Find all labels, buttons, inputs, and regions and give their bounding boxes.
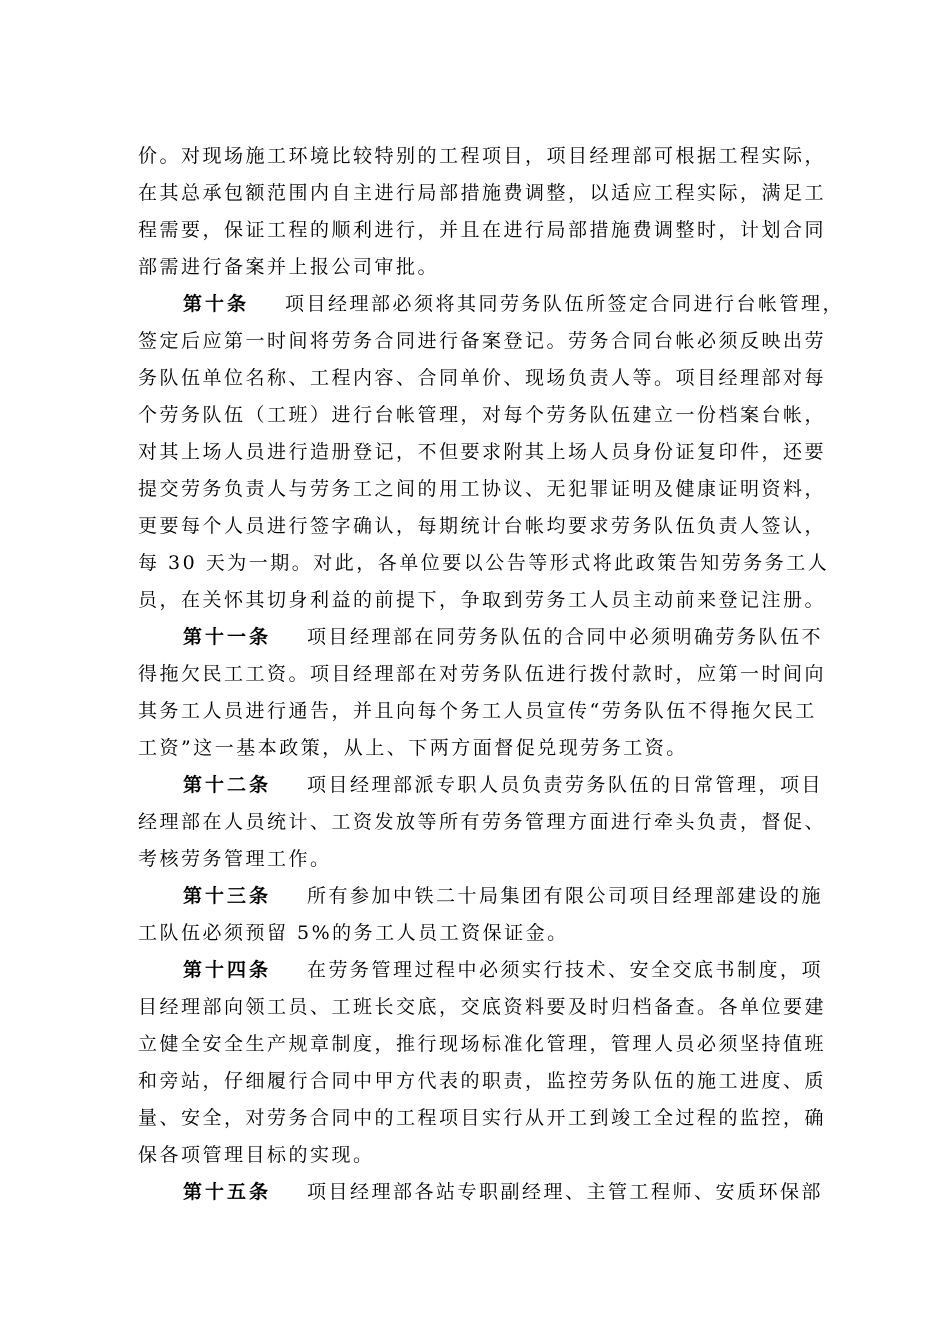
text-line: 经理部在人员统计、工资发放等所有劳务管理方面进行牵头负责，督促、 xyxy=(138,811,827,833)
article-12-text: 项目经理部派专职人员负责劳务队伍的日常管理，项目 xyxy=(307,774,824,796)
text-line: 价。对现场施工环境比较特别的工程项目，项目经理部可根据工程实际， xyxy=(138,145,827,167)
text-line: 提交劳务负责人与劳务工之间的用工协议、无犯罪证明及健康证明资料， xyxy=(138,478,827,500)
article-15-first-line xyxy=(183,1174,858,1210)
text-line: 得拖欠民工工资。项目经理部在对劳务队伍进行拨付款时，应第一时间向 xyxy=(138,663,827,685)
text-line: 对其上场人员进行造册登记，不但要求附其上场人员身份证复印件，还要 xyxy=(138,441,827,463)
article-12-first-line xyxy=(183,767,858,803)
text-line: 程需要，保证工程的顺利进行，并且在进行局部措施费调整时，计划合同 xyxy=(138,219,827,241)
text-line: 个劳务队伍（工班）进行台帐管理，对每个劳务队伍建立一份档案台帐， xyxy=(138,404,827,426)
text-line: 和旁站，仔细履行合同中甲方代表的职责，监控劳务队伍的施工进度、质 xyxy=(138,1070,827,1092)
text-line: 量、安全，对劳务合同中的工程项目实行从开工到竣工全过程的监控，确 xyxy=(138,1107,827,1129)
text-line: 员，在关怀其切身利益的前提下，争取到劳务工人员主动前来登记注册。 xyxy=(138,589,827,611)
text-line: 部需进行备案并上报公司审批。 xyxy=(138,256,440,278)
article-15-text: 项目经理部各站专职副经理、主管工程师、安质环保部 xyxy=(307,1181,824,1203)
text-line: 更要每个人员进行签字确认，每期统计台帐均要求劳务队伍负责人签认， xyxy=(138,515,827,537)
article-11-first-line xyxy=(183,619,858,655)
article-10-text: 项目经理部必须将其同劳务队伍所签定合同进行台帐管理， xyxy=(285,293,845,315)
text-line: 每 30 天为一期。对此，各单位要以公告等形式将此政策告知劳务务工人 xyxy=(138,552,830,574)
article-13-first-line xyxy=(183,878,858,914)
article-12-title: 第十二条 xyxy=(183,774,272,796)
text-line: 在其总承包额范围内自主进行局部措施费调整，以适应工程实际，满足工 xyxy=(138,182,827,204)
text-line: 签定后应第一时间将劳务合同进行备案登记。劳务合同台帐必须反映出劳 xyxy=(138,330,827,352)
article-10-first-line xyxy=(183,286,858,322)
article-13-title: 第十三条 xyxy=(183,885,272,907)
article-14-title: 第十四条 xyxy=(183,959,272,981)
text-line: 工队伍必须预留 5%的务工人员工资保证金。 xyxy=(138,922,569,944)
text-line: 其务工人员进行通告，并且向每个务工人员宣传“劳务队伍不得拖欠民工 xyxy=(138,700,817,722)
article-14-text: 在劳务管理过程中必须实行技术、安全交底书制度，项 xyxy=(307,959,824,981)
article-11-title: 第十一条 xyxy=(183,626,272,648)
article-13-text: 所有参加中铁二十局集团有限公司项目经理部建设的施 xyxy=(307,885,824,907)
text-line: 立健全安全生产规章制度，推行现场标准化管理，管理人员必须坚持值班 xyxy=(138,1033,827,1055)
text-line: 工资”这一基本政策，从上、下两方面督促兑现劳务工资。 xyxy=(138,737,688,759)
article-11-text: 项目经理部在同劳务队伍的合同中必须明确劳务队伍不 xyxy=(307,626,824,648)
article-14-first-line xyxy=(183,952,858,988)
text-line: 考核劳务管理工作。 xyxy=(138,848,332,870)
article-10-title: 第十条 xyxy=(183,293,250,315)
text-line: 目经理部向领工员、工班长交底，交底资料要及时归档备查。各单位要建 xyxy=(138,996,827,1018)
text-line: 务队伍单位名称、工程内容、合同单价、现场负责人等。项目经理部对每 xyxy=(138,367,827,389)
article-15-title: 第十五条 xyxy=(183,1181,272,1203)
text-line: 保各项管理目标的实现。 xyxy=(138,1144,375,1166)
